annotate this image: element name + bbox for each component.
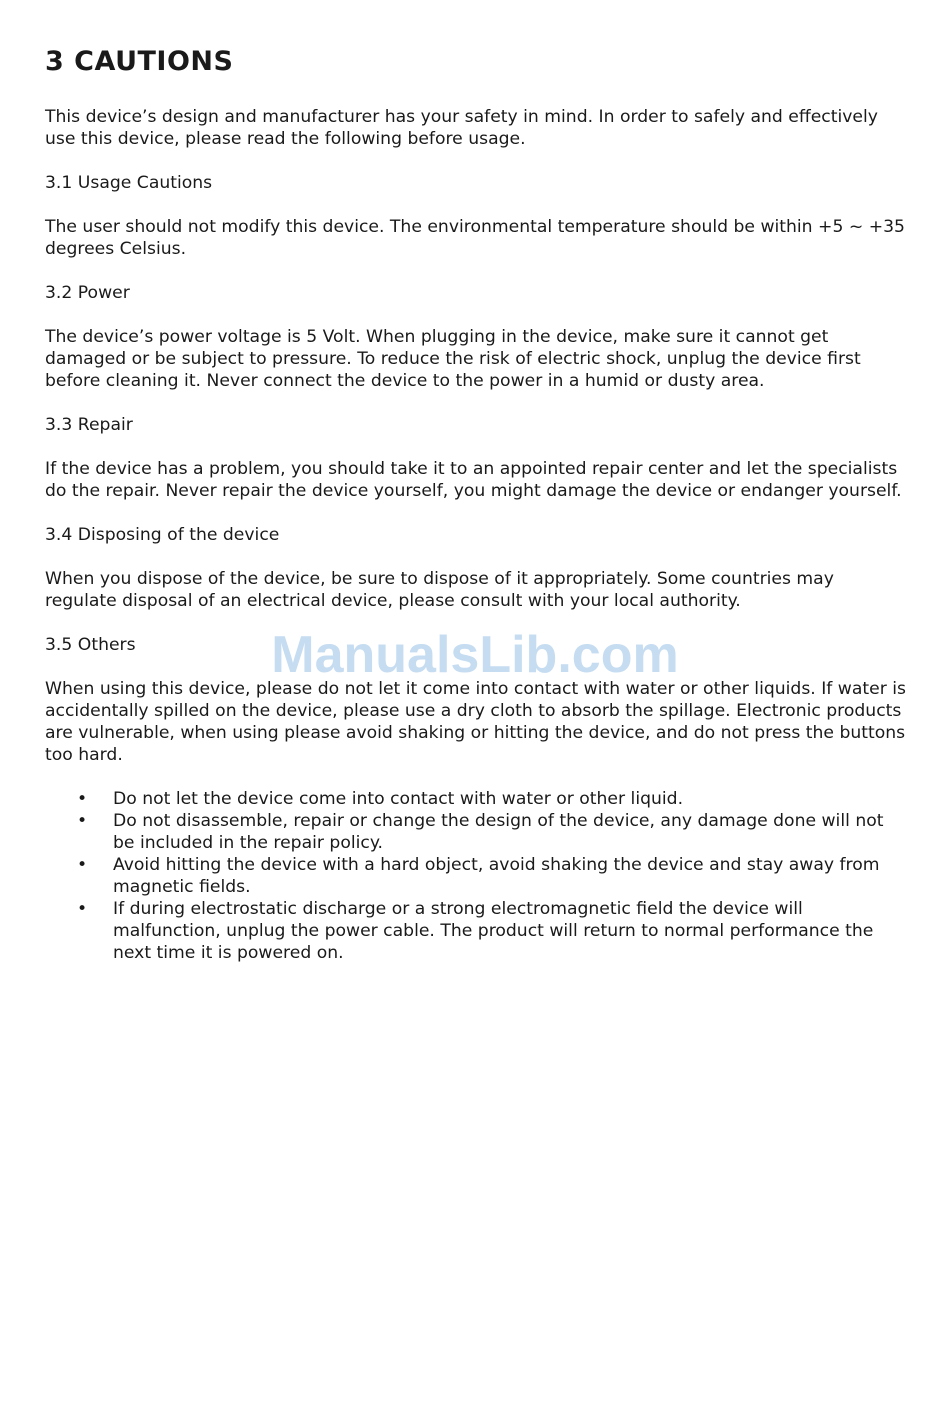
bullet-icon: • <box>77 899 88 919</box>
section-body-disposing: When you dispose of the device, be sure to dispose of it appropriately. Some countries may regulate disposal of an electrical device, please consult with your local authority. <box>45 569 834 611</box>
bullet-icon: • <box>77 789 88 809</box>
section-heading-others: 3.5 Others <box>45 635 136 655</box>
bullet-item <box>45 810 907 854</box>
bullet-item <box>45 898 907 964</box>
watermark-logo: ManualsLib.com <box>271 626 679 684</box>
caution-bullet-list <box>45 788 907 964</box>
section-heading-repair: 3.3 Repair <box>45 415 133 435</box>
bullet-text: Do not let the device come into contact with water or other liquid. <box>113 789 684 809</box>
bullet-icon: • <box>77 811 88 831</box>
section-body-power: The device’s power voltage is 5 Volt. When plugging in the device, make sure it cannot get damaged or be subject to pressure. To reduce the risk of electric shock, unplug the device first before cleaning it. Never connect the device to the power in a humid or dusty area. <box>45 327 861 391</box>
bullet-text: Avoid hitting the device with a hard object, avoid shaking the device and stay away from magnetic fields. <box>113 855 880 897</box>
section-heading-disposing: 3.4 Disposing of the device <box>45 525 280 545</box>
bullet-text: If during electrostatic discharge or a strong electromagnetic field the device will malfunction, unplug the power cable. The product will return to normal performance the next time it is powered on. <box>113 899 874 963</box>
section-heading-power: 3.2 Power <box>45 283 130 303</box>
section-body-others: When using this device, please do not let it come into contact with water or other liquids. If water is accidentally spilled on the device, please use a dry cloth to absorb the spillage. Electronic products are vulnerable, when using please avoid shaking or hitting the device, and do not press the buttons too hard. <box>45 679 906 765</box>
bullet-icon: • <box>77 855 88 875</box>
document-page <box>45 44 907 964</box>
bullet-item <box>45 854 907 898</box>
intro-paragraph: This device’s design and manufacturer has your safety in mind. In order to safely and effectively use this device, please read the following before usage. <box>45 107 878 149</box>
section-body-usage-cautions: The user should not modify this device. The environmental temperature should be within +5 ~ +35 degrees Celsius. <box>45 217 905 259</box>
section-body-repair: If the device has a problem, you should take it to an appointed repair center and let the specialists do the repair. Never repair the device yourself, you might damage the device or endanger yourself. <box>45 459 902 501</box>
page-title: 3 CAUTIONS <box>45 46 234 77</box>
bullet-text: Do not disassemble, repair or change the design of the device, any damage done will not be included in the repair policy. <box>113 811 884 853</box>
section-heading-usage-cautions: 3.1 Usage Cautions <box>45 173 213 193</box>
bullet-item <box>45 788 907 810</box>
